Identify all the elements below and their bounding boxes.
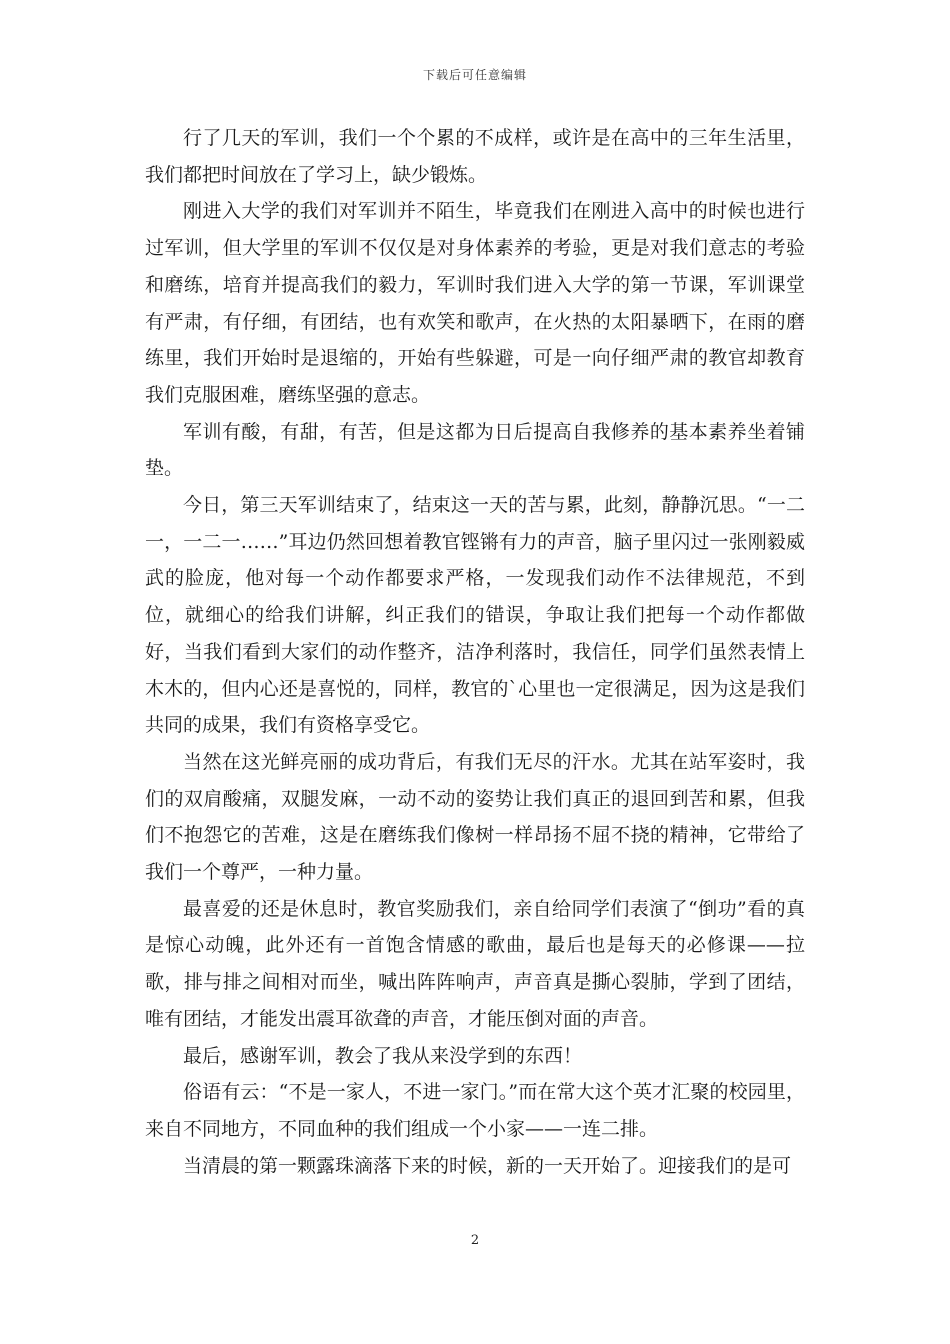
paragraph: 最后，感谢军训，教会了我从来没学到的东西！ [183,1044,583,1067]
paragraph: 刚进入大学的我们对军训并不陌生，毕竟我们在刚进入高中的时候也进行过军训，但大学里的军训不仅仅是对身体素养的考验，更是对我们意志的考验和磨练，培育并提高我们的毅力，军训时我们进入大学的第一节课，军训课堂有严肃，有仔细，有团结，也有欢笑和歌声，在火热的太阳暴晒下，在雨的磨练里，我们开始时是退缩的，开始有些躲避，可是一向仔细严肃的教官却教育我们克服困难，磨练坚强的意志。 [145,200,805,406]
paragraph: 今日，第三天军训结束了，结束这一天的苦与累，此刻，静静沉思。“一二一，一二一……”耳边仍然回想着教官铿锵有力的声音，脑子里闪过一张刚毅威武的脸庞，他对每一个动作都要求严格，一发现我们动作不法律规范，不到位，就细心的给我们讲解，纠正我们的错误，争取让我们把每一个动作都做好，当我们看到大家们的动作整齐，洁净利落时，我信任，同学们虽然表情上木木的，但内心还是喜悦的，同样，教官的`心里也一定很满足，因为这是我们共同的成果，我们有资格享受它。 [145,494,805,737]
paragraph: 军训有酸，有甜，有苦，但是这都为日后提高自我修养的基本素养坐着铺垫。 [145,420,805,480]
paragraph: 行了几天的军训，我们一个个累的不成样，或许是在高中的三年生活里，我们都把时间放在了学习上，缺少锻炼。 [145,127,805,186]
paragraph: 当然在这光鲜亮丽的成功背后，有我们无尽的汗水。尤其在站军姿时，我们的双肩酸痛，双腿发麻，一动不动的姿势让我们真正的退回到苦和累，但我们不抱怨它的苦难，这是在磨练我们像树一样昂扬不屈不挠的精神，它带给了我们一个尊严，一种力量。 [145,750,805,884]
page-header: 下载后可任意编辑 [422,68,527,82]
paragraph: 最喜爱的还是休息时，教官奖励我们，亲自给同学们表演了“倒功”看的真是惊心动魄，此外还有一首饱含情感的歌曲，最后也是每天的必修课——拉歌，排与排之间相对而坐，喊出阵阵响声，声音真是撕心裂肺，学到了团结，唯有团结，才能发出震耳欲聋的声音，才能压倒对面的声音。 [145,897,805,1030]
paragraph: 当清晨的第一颗露珠滴落下来的时候，新的一天开始了。迎接我们的是可 [183,1154,792,1177]
page-number: 2 [470,1233,480,1248]
document-body [145,120,805,1184]
paragraph: 俗语有云：“不是一家人，不进一家门。”而在常大这个英才汇聚的校园里，来自不同地方，不同血种的我们组成一个小家——一连二排。 [145,1081,805,1140]
